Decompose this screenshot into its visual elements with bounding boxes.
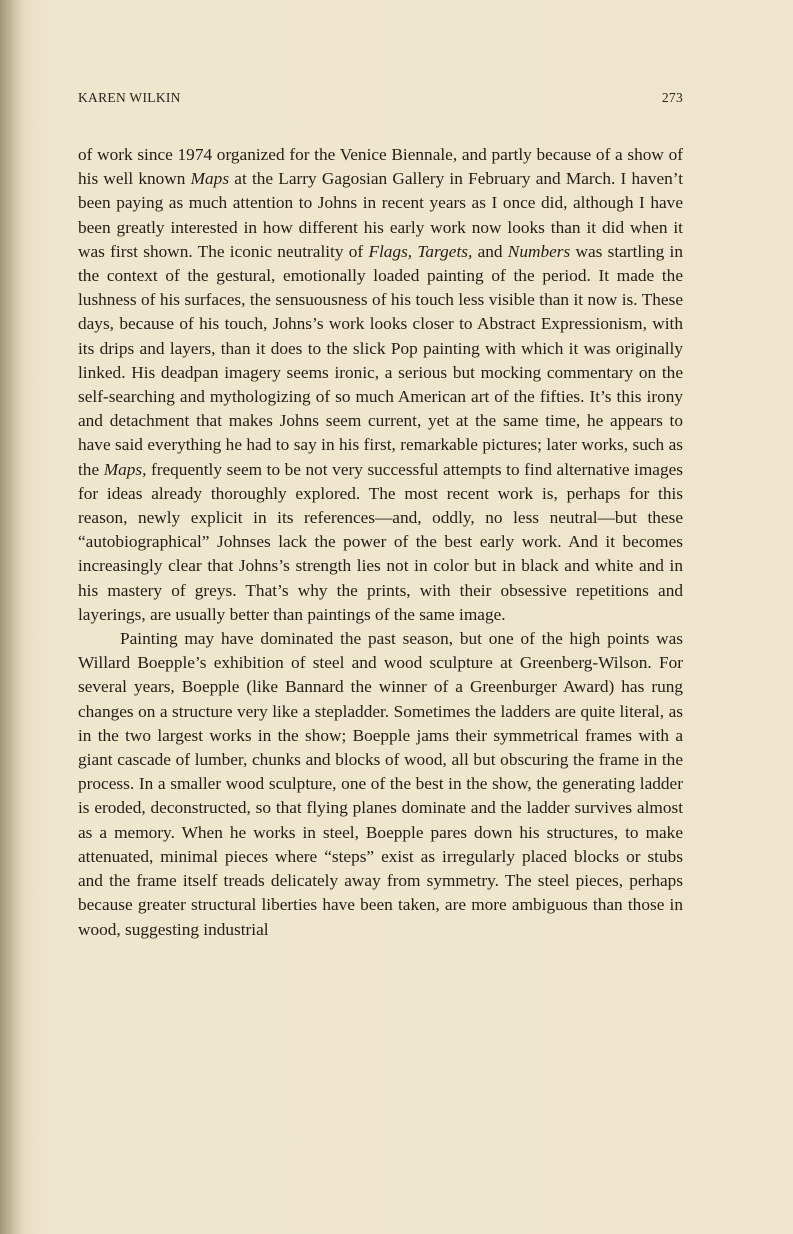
author-name: KAREN WILKIN — [78, 90, 181, 105]
spine-shadow — [0, 0, 22, 1234]
artwork-title-maps-2: Maps, — [103, 459, 147, 479]
article-body — [78, 143, 683, 942]
artwork-title-maps: Maps — [190, 169, 230, 189]
paragraph-1: of work since 1974 organized for the Venice Biennale, and partly because of a show of his well known Maps at the Larry Gagosian Gallery in February and March. I haven’t been paying as much attention to Johns in recent years as I once did, although I have been greatly interested in how different his early work now looks than it did when it was first shown. The iconic neutrality of Flags, Targets, and Numbers was startling in the context of the gestural, emotionally loaded painting of the period. It made the lushness of his surfaces, the sensuousness of his touch less visible than it now is. These days, because of his touch, Johns’s work looks closer to Abstract Expressionism, with its drips and layers, than it does to the slick Pop painting with which it was originally linked. His deadpan imagery seems ironic, a serious but mocking commentary on the self-searching and mythologizing of so much American art of the fifties. It’s this irony and detachment that makes Johns seem current, yet at the same time, he appears to have said everything he had to say in his first, remarkable pictures; later works, such as the Maps, frequently seem to be not very successful attempts to find alternative images for ideas already thoroughly explored. The most recent work is, perhaps for this reason, newly explicit in its references—and, oddly, no less neutral—but these “autobiographical” Johnses lack the power of the best early work. And it becomes increasingly clear that Johns’s strength lies not in color but in black and white and in his mastery of greys. That’s why the prints, with their obsessive repetitions and layerings, are usually better than paintings of the same image. — [78, 145, 683, 624]
paragraph-2: Painting may have dominated the past season, but one of the high points was Willard Boepple’s exhibition of steel and wood sculpture at Greenberg-Wilson. For several years, Boepple (like Bannard the winner of a Greenburger Award) has rung changes on a structure very like a stepladder. Sometimes the ladders are quite literal, as in the two largest works in the show; Boepple jams their symmetrical frames with a giant cascade of lumber, chunks and blocks of wood, all but obscuring the frame in the process. In a smaller wood sculpture, one of the best in the show, the generating ladder is eroded, deconstructed, so that flying planes dominate and the ladder survives almost as a memory. When he works in steel, Boepple pares down his structures, to make attenuated, minimal pieces where “steps” exist as irregularly placed blocks or stubs and the frame itself treads delicately away from symmetry. The steel pieces, perhaps because greater structural liberties have been taken, are more ambiguous than those in wood, suggesting industrial — [78, 629, 683, 939]
artwork-title-flags-targets: Flags, Targets, — [368, 241, 473, 261]
page-number: 273 — [661, 90, 683, 105]
artwork-title-numbers: Numbers — [507, 241, 571, 261]
running-head — [78, 90, 683, 108]
